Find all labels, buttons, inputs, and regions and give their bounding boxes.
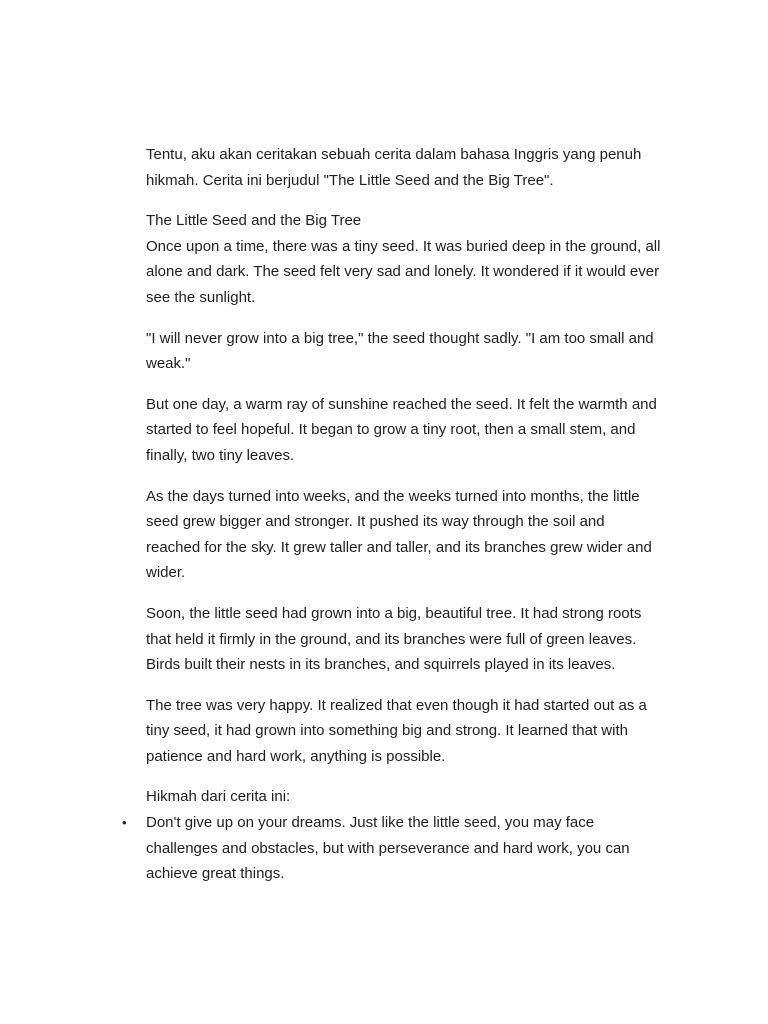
list-item (122, 810, 662, 887)
story-paragraph: Soon, the little seed had grown into a big, beautiful tree. It had strong roots that held it firmly in the ground, and its branches were full of green leaves. Birds built their nests in its branches, and squirrels played in its leaves. (146, 604, 642, 674)
story-title: The Little Seed and the Big Tree (146, 212, 362, 230)
story-paragraph: As the days turned into weeks, and the weeks turned into months, the little seed grew bigger and stronger. It pushed its way through the soil and reached for the sky. It grew taller and taller, and its branches grew wider and wider. (146, 487, 652, 582)
document-body (122, 142, 662, 887)
story-paragraph: The tree was very happy. It realized that even though it had started out as a tiny seed, it had grown into something big and strong. It learned that with patience and hard work, anything is possible. (146, 696, 647, 765)
lesson-heading: Hikmah dari cerita ini: (146, 788, 291, 806)
story-paragraph: Once upon a time, there was a tiny seed. It was buried deep in the ground, all alone and dark. The seed felt very sad and lonely. It wondered if it would ever see the sunlight. (146, 237, 661, 306)
bullet-icon: • (122, 815, 127, 831)
lesson-text: Don't give up on your dreams. Just like the little seed, you may face challenges and obstacles, but with perseverance and hard work, you can achieve great things. (146, 814, 630, 883)
story-paragraph: "I will never grow into a big tree," the seed thought sadly. "I am too small and weak." (146, 329, 654, 373)
lesson-list (122, 810, 662, 887)
intro-paragraph: Tentu, aku akan ceritakan sebuah cerita dalam bahasa Inggris yang penuh hikmah. Cerita ini berjudul "The Little Seed and the Big Tree". (146, 146, 642, 189)
story-paragraph: But one day, a warm ray of sunshine reached the seed. It felt the warmth and started to feel hopeful. It began to grow a tiny root, then a small stem, and finally, two tiny leaves. (146, 395, 657, 464)
